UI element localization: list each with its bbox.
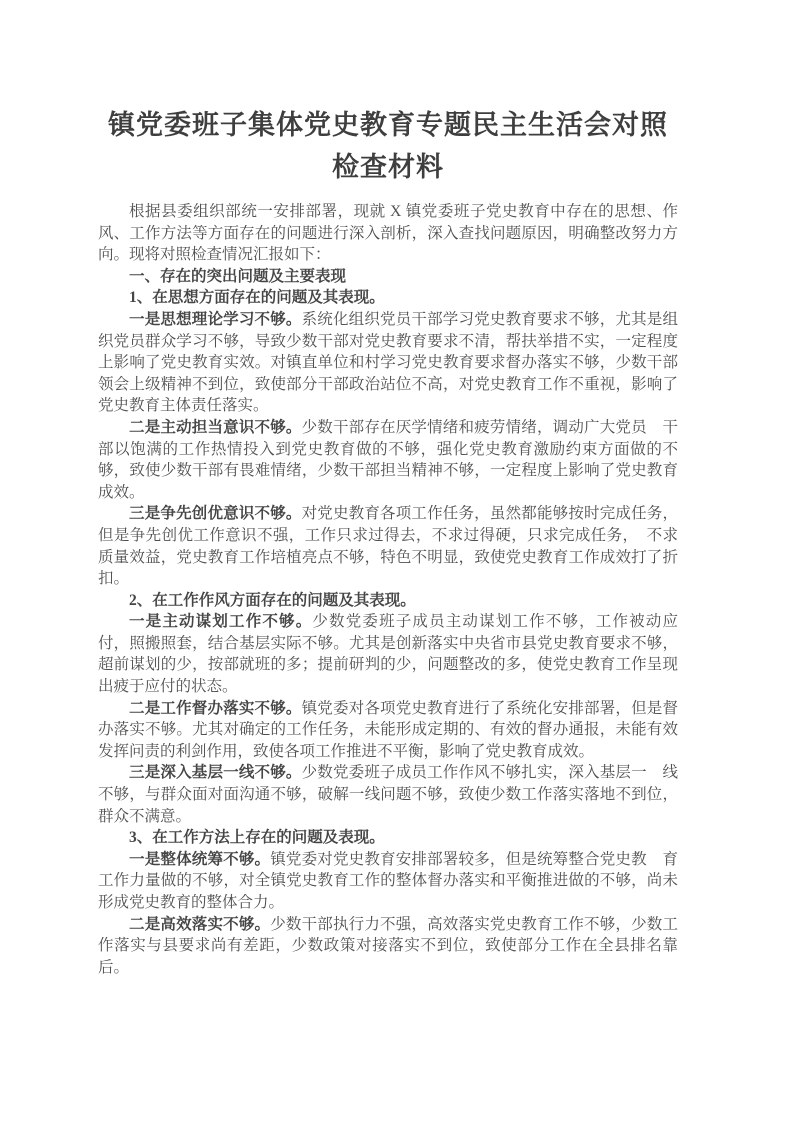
item-body: 对党史教育各项工作任务，虽然都能够按时完成任务，但是争先创优工作意识不强，工作只求过得去，不求过得硬，只求完成任务， 不求质量效益，党史教育工作培植亮点不够，特色不明显，致使党史教育工作成效打了折扣。 xyxy=(98,505,678,588)
subsection-1-heading: 1、在思想方面存在的问题及其表现。 xyxy=(129,289,385,307)
section-1-heading: 一、存在的突出问题及主要表现 xyxy=(129,267,347,285)
item-lead: 二是高效落实不够。 xyxy=(129,915,271,933)
intro-paragraph: 根据县委组织部统一安排部署，现就 X 镇党委班子党史教育中存在的思想、作风、工作方法等方面存在的问题进行深入剖析，深入查找问题原因，明确整改努力方向。现将对照检查情况汇报如下： xyxy=(98,203,678,264)
subsection-2-item-2 xyxy=(98,698,678,763)
item-lead: 一是思想理论学习不够。 xyxy=(129,310,302,328)
subsection-1-item-1 xyxy=(98,309,678,417)
subsection-1-item-2 xyxy=(98,417,678,503)
subsection-3-heading: 3、在工作方法上存在的问题及表现。 xyxy=(129,829,385,847)
document-title: 镇党委班子集体党史教育专题民主生活会对照检查材料 xyxy=(108,110,668,182)
subsection-3-item-2 xyxy=(98,914,678,979)
item-body: 少数党委班子成员主动谋划工作不够，工作被动应 付，照搬照套，结合基层实际不够。尤其是创新落实中央省市县党史教育要求不够，超前谋划的少，按部就班的多；提前研判的少，问题整改的多，使党史教育工作呈现出疲于应付的状态。 xyxy=(98,613,694,696)
item-lead: 三是争先创优意识不够。 xyxy=(129,505,302,523)
item-body: 少数干部存在厌学情绪和疲劳情绪，调动广大党员 干部以饱满的工作热情投入到党史教育做的不够，强化党史教育激励约束方面做的不够，致使少数干部有畏难情绪，少数干部担当精神不够，一定程度上影响了党史教育成效。 xyxy=(98,418,678,501)
subsection-2-item-3 xyxy=(98,762,678,827)
item-body: 系统化组织党员干部学习党史教育要求不够，尤其是组织党员群众学习不够，导致少数干部对党史教育要求不清，帮扶举措不实，一定程度上影响了党史教育实效。对镇直单位和村学习党史教育要求督办落实不够，少数干部领会上级精神不到位，致使部分干部政治站位不高，对党史教育工作不重视，影响了党史教育主体责任落实。 xyxy=(98,310,678,415)
item-body: 镇党委对党史教育安排部署较多，但是统筹整合党史教 育工作力量做的不够，对全镇党史教育工作的整体督办落实和平衡推进做的不够，尚未形成党史教育的整体合力。 xyxy=(98,850,678,911)
item-lead: 一是主动谋划工作不够。 xyxy=(129,613,313,631)
subsection-1-item-3 xyxy=(98,503,678,589)
item-lead: 一是整体统筹不够。 xyxy=(129,850,271,868)
item-body: 镇党委对各项党史教育进行了系统化安排部署，但是督办落实不够。尤其对确定的工作任务，未能形成定期的、有效的督办通报，未能有效发挥问责的利剑作用，致使各项工作推进不平衡，影响了党史教育成效。 xyxy=(98,699,678,760)
subsection-2-heading: 2、在工作作风方面存在的问题及其表现。 xyxy=(129,591,416,609)
subsection-2-item-1 xyxy=(98,611,694,697)
item-lead: 二是主动担当意识不够。 xyxy=(129,418,302,436)
item-body: 少数党委班子成员工作作风不够扎实，深入基层一 线不够，与群众面对面沟通不够，破解一线问题不够，致使少数工作落实落地不到位，群众不满意。 xyxy=(98,764,678,825)
item-lead: 三是深入基层一线不够。 xyxy=(129,764,302,782)
subsection-3-item-1 xyxy=(98,849,678,914)
item-lead: 二是工作督办落实不够。 xyxy=(129,699,302,717)
item-body: 少数干部执行力不强，高效落实党史教育工作不够，少数工作落实与县要求尚有差距，少数政策对接落实不到位，致使部分工作在全县排名靠后。 xyxy=(98,915,678,976)
